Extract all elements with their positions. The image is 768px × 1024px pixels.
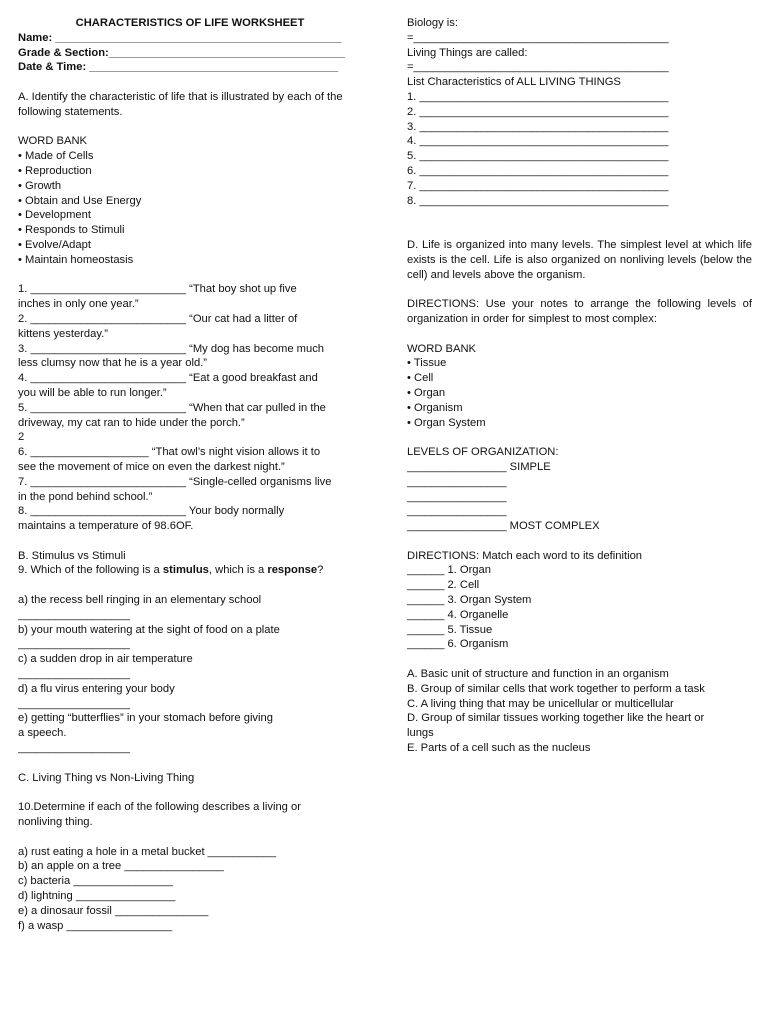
- section-c-title: C. Living Thing vs Non-Living Thing: [18, 771, 195, 784]
- statement-line: 6. ___________________ “That owl’s night vision allows it to: [18, 446, 321, 459]
- characteristic-blank: 8. ________________________________________: [407, 194, 669, 207]
- level-blank: ________________ MOST COMPLEX: [407, 520, 600, 533]
- word-bank-item: • Maintain homeostasis: [18, 253, 134, 266]
- section-a-instructions: A. Identify the characteristic of life that is illustrated by each of the following statements.: [18, 90, 343, 118]
- characteristic-blank: 3. ________________________________________: [407, 120, 669, 133]
- worksheet-title: CHARACTERISTICS OF LIFE WORKSHEET: [75, 17, 305, 29]
- characteristic-blank: 2. ________________________________________: [407, 105, 669, 118]
- word-bank-item: • Tissue: [407, 357, 447, 370]
- statement-line: you will be able to run longer.”: [18, 386, 167, 399]
- stimulus-term: stimulus: [162, 564, 209, 577]
- level-blank: ________________: [407, 505, 507, 518]
- response-term: response: [267, 564, 318, 577]
- word-bank-item: • Obtain and Use Energy: [18, 194, 142, 207]
- section-d-text: D. Life is organized into many levels. The simplest level at which life exists is the cell. Life is also organized on nonliving levels (below the cell) and levels above the organism.: [407, 238, 752, 281]
- definition: A. Basic unit of structure and function in an organism: [407, 668, 669, 681]
- b-item: a speech.: [18, 727, 67, 740]
- c-item: b) an apple on a tree ________________: [18, 860, 224, 873]
- word-bank-item: • Organism: [407, 401, 463, 414]
- match-item: ______ 5. Tissue: [407, 623, 493, 636]
- answer-blank: __________________: [18, 697, 130, 710]
- match-item: ______ 1. Organ: [407, 564, 491, 577]
- b-item: b) your mouth watering at the sight of food on a plate: [18, 623, 280, 636]
- name-field: Name: ______________________________________________: [18, 31, 342, 44]
- word-bank-item: • Made of Cells: [18, 150, 94, 163]
- level-blank: ________________: [407, 490, 507, 503]
- left-column: [18, 16, 358, 933]
- level-blank: ________________: [407, 475, 507, 488]
- grade-section-field: Grade & Section:______________________________________: [18, 46, 346, 59]
- level-blank: ________________ SIMPLE: [407, 460, 551, 473]
- word-bank-item: • Growth: [18, 179, 62, 192]
- question-10: nonliving thing.: [18, 816, 93, 829]
- question-9: 9. Which of the following is a stimulus, which is a response?: [18, 564, 324, 577]
- question-10: 10.Determine if each of the following describes a living or: [18, 801, 301, 814]
- c-item: d) lightning ________________: [18, 890, 176, 903]
- living-things-label: Living Things are called:: [407, 46, 528, 59]
- word-bank-item: • Organ: [407, 386, 446, 399]
- definition: C. A living thing that may be unicellular or multicellular: [407, 697, 674, 710]
- definition: lungs: [407, 727, 434, 740]
- statement-line: see the movement of mice on even the darkest night.”: [18, 460, 285, 473]
- b-item: d) a flu virus entering your body: [18, 682, 175, 695]
- statement-line: 8. _________________________ Your body normally: [18, 505, 285, 518]
- c-item: c) bacteria ________________: [18, 875, 173, 888]
- definition: E. Parts of a cell such as the nucleus: [407, 742, 591, 755]
- b-item: c) a sudden drop in air temperature: [18, 653, 193, 666]
- word-bank-item: • Evolve/Adapt: [18, 238, 91, 251]
- definition: B. Group of similar cells that work together to perform a task: [407, 682, 705, 695]
- statement-line: inches in only one year.”: [18, 298, 139, 311]
- answer-blank: __________________: [18, 742, 130, 755]
- statement-line: in the pond behind school.”: [18, 490, 153, 503]
- biology-blank: =_________________________________________: [407, 31, 669, 44]
- word-bank-title: WORD BANK: [18, 135, 87, 148]
- c-item: e) a dinosaur fossil _______________: [18, 904, 209, 917]
- definition: D. Group of similar tissues working together like the heart or: [407, 712, 705, 725]
- word-bank-item: • Organ System: [407, 416, 486, 429]
- c-item: a) rust eating a hole in a metal bucket ___________: [18, 845, 277, 858]
- statement-line: 4. _________________________ “Eat a good breakfast and: [18, 372, 318, 385]
- match-item: ______ 3. Organ System: [407, 594, 532, 607]
- c-item: f) a wasp _________________: [18, 919, 173, 932]
- statement-line: 3. _________________________ “My dog has become much: [18, 342, 325, 355]
- biology-label: Biology is:: [407, 17, 458, 29]
- date-time-field: Date & Time: ________________________________________: [18, 61, 339, 74]
- living-things-blank: =_________________________________________: [407, 61, 669, 74]
- answer-blank: __________________: [18, 608, 130, 621]
- characteristic-blank: 6. ________________________________________: [407, 164, 669, 177]
- statement-line: maintains a temperature of 98.6OF.: [18, 520, 194, 533]
- answer-blank: __________________: [18, 638, 130, 651]
- statement-line: less clumsy now that he is a year old.”: [18, 357, 208, 370]
- characteristic-blank: 1. ________________________________________: [407, 90, 669, 103]
- matching-directions: DIRECTIONS: Match each word to its definition: [407, 549, 643, 562]
- b-item: e) getting “butterflies” in your stomach before giving: [18, 712, 273, 725]
- organization-directions: DIRECTIONS: Use your notes to arrange the following levels of organization in order for simplest to most complex:: [407, 298, 752, 325]
- section-b-title: B. Stimulus vs Stimuli: [18, 549, 126, 562]
- match-item: ______ 4. Organelle: [407, 608, 509, 621]
- statement-line: 5. _________________________ “When that car pulled in the: [18, 401, 326, 414]
- right-column: [407, 16, 752, 756]
- characteristic-blank: 4. ________________________________________: [407, 135, 669, 148]
- statement-line: 2. _________________________ “Our cat had a litter of: [18, 312, 298, 325]
- characteristics-list-title: List Characteristics of ALL LIVING THINGS: [407, 76, 621, 89]
- statement-line: 1. _________________________ “That boy shot up five: [18, 283, 297, 296]
- match-item: ______ 2. Cell: [407, 579, 480, 592]
- answer-blank: __________________: [18, 668, 130, 681]
- word-bank-item: • Cell: [407, 372, 434, 385]
- word-bank-item: • Reproduction: [18, 164, 92, 177]
- statement-line: kittens yesterday.”: [18, 327, 108, 340]
- word-bank-item: • Development: [18, 209, 91, 222]
- page-number: 2: [18, 431, 25, 444]
- match-item: ______ 6. Organism: [407, 638, 509, 651]
- word-bank-item: • Responds to Stimuli: [18, 224, 125, 237]
- statement-line: driveway, my cat ran to hide under the porch.”: [18, 416, 245, 429]
- characteristic-blank: 5. ________________________________________: [407, 150, 669, 163]
- statement-line: 7. _________________________ “Single-celled organisms live: [18, 475, 332, 488]
- characteristic-blank: 7. ________________________________________: [407, 179, 669, 192]
- b-item: a) the recess bell ringing in an elementary school: [18, 594, 262, 607]
- levels-title: LEVELS OF ORGANIZATION:: [407, 446, 559, 459]
- word-bank-title: WORD BANK: [407, 342, 476, 355]
